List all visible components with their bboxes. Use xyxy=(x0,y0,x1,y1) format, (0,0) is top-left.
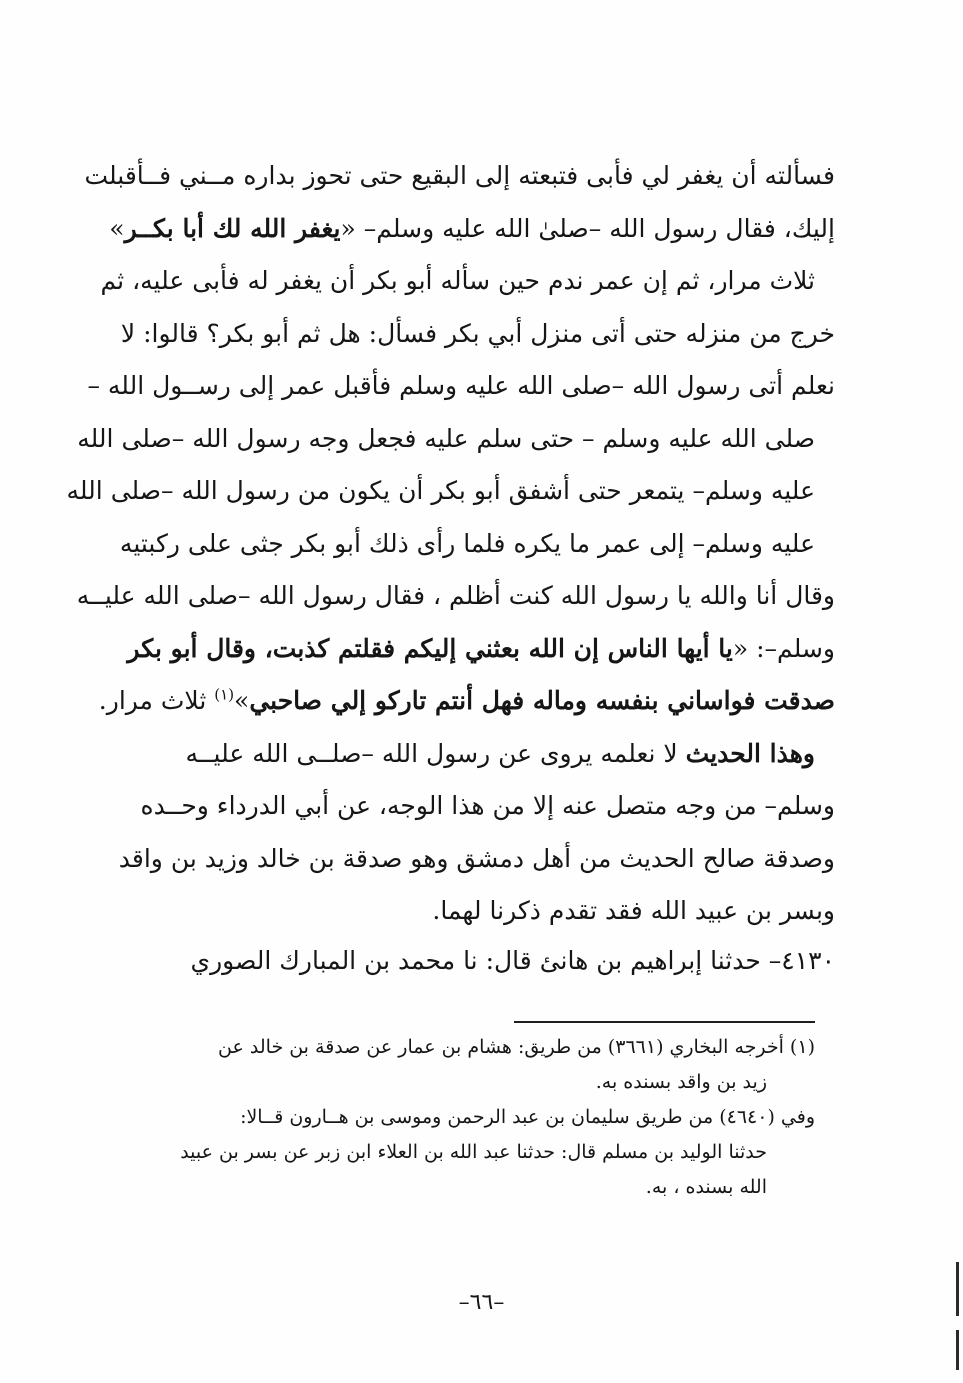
scan-edge-mark xyxy=(956,1262,959,1316)
text-line: وبسر بن عبيد الله فقد تقدم ذكرنا لهما. xyxy=(432,896,835,925)
text-line: نعلم أتى رسول الله –صلى الله عليه وسلم فأقبل عمر إلى رســول الله – xyxy=(87,371,835,400)
text-line xyxy=(100,675,835,728)
text-line: وسلم– من وجه متصل عنه إلا من هذا الوجه، عن أبي الدرداء وحــده xyxy=(140,791,835,820)
text-segment: لا نعلمه يروى عن رسول الله –صلــى الله عليــه xyxy=(185,738,686,768)
quote-close: » xyxy=(234,686,250,715)
text-line: وصدقة صالح الحديث من أهل دمشق وهو صدقة بن خالد وزيد بن واقد xyxy=(118,843,835,873)
text-segment: إليك، فقال رسول الله –صلىٰ الله عليه وسلم– « xyxy=(340,213,835,243)
text-segment: وسلم–: « xyxy=(732,633,835,663)
text-line: فسألته أن يغفر لي فأبى فتبعته إلى البقيع حتى تحوز بداره مــني فــأقبلت xyxy=(84,161,835,190)
footnote-line: زيد بن واقد بسنده به. xyxy=(595,1071,767,1093)
text-line: عليه وسلم– إلى عمر ما يكره فلما رأى ذلك أبو بكر جثى على ركبتيه xyxy=(119,528,815,558)
footnote-line: الله بسنده ، به. xyxy=(645,1176,767,1198)
text-line: خرج من منزله حتى أتى منزل أبي بكر فسأل: هل ثم أبو بكر؟ قالوا: لا xyxy=(120,318,835,348)
footnote-line: (١) أخرجه البخاري (٣٦٦١) من طريق: هشام بن عمار عن صدقة بن خالد عن xyxy=(218,1036,815,1058)
page-number: –٦٦– xyxy=(458,1290,505,1315)
hadith-narration-heading xyxy=(100,935,835,987)
text-line: وقال أنا والله يا رسول الله كنت أظلم ، فقال رسول الله –صلى الله عليــه xyxy=(76,581,835,610)
quote-close: » xyxy=(109,213,125,243)
main-text xyxy=(66,150,835,938)
quoted-prophetic-saying: صدقت فواساني بنفسه وماله فهل أنتم تاركو إلي صاحبي xyxy=(249,686,835,715)
quoted-prophetic-saying: يا أيها الناس إن الله بعثني إليكم فقلتم كذبت، وقال أبو بكر xyxy=(127,633,733,663)
text-segment: ثلاث مرار. xyxy=(98,686,215,715)
quoted-prophetic-saying: يغفر الله لك أبا بكــر xyxy=(124,213,341,243)
text-line xyxy=(100,203,835,256)
text-line xyxy=(100,728,835,781)
text-line: ٤١٣٠– حدثنا إبراهيم بن هانئ قال: نا محمد بن المبارك الصوري xyxy=(190,946,835,975)
text-line: صلى الله عليه وسلم – حتى سلم عليه فجعل وجه رسول الله –صلى الله xyxy=(77,423,815,453)
scan-edge-mark xyxy=(956,1330,959,1370)
footnote-marker: (١) xyxy=(214,685,235,704)
hadith-label: وهذا الحديث xyxy=(685,738,815,768)
text-line: عليه وسلم– يتمعر حتى أشفق أبو بكر أن يكون من رسول الله –صلى الله xyxy=(66,476,815,505)
footnotes xyxy=(100,1030,815,1205)
footnote-line: حدثنا الوليد بن مسلم قال: حدثنا عبد الله بن العلاء ابن زبر عن بسر بن عبيد xyxy=(180,1141,767,1163)
footnote-separator xyxy=(514,1021,815,1023)
text-line xyxy=(100,623,835,676)
text-line: ثلاث مرار، ثم إن عمر ندم حين سأله أبو بكر أن يغفر له فأبى عليه، ثم xyxy=(100,266,815,295)
footnote-line: وفي (٤٦٤٠) من طريق سليمان بن عبد الرحمن وموسى بن هــارون قــالا: xyxy=(240,1106,815,1128)
